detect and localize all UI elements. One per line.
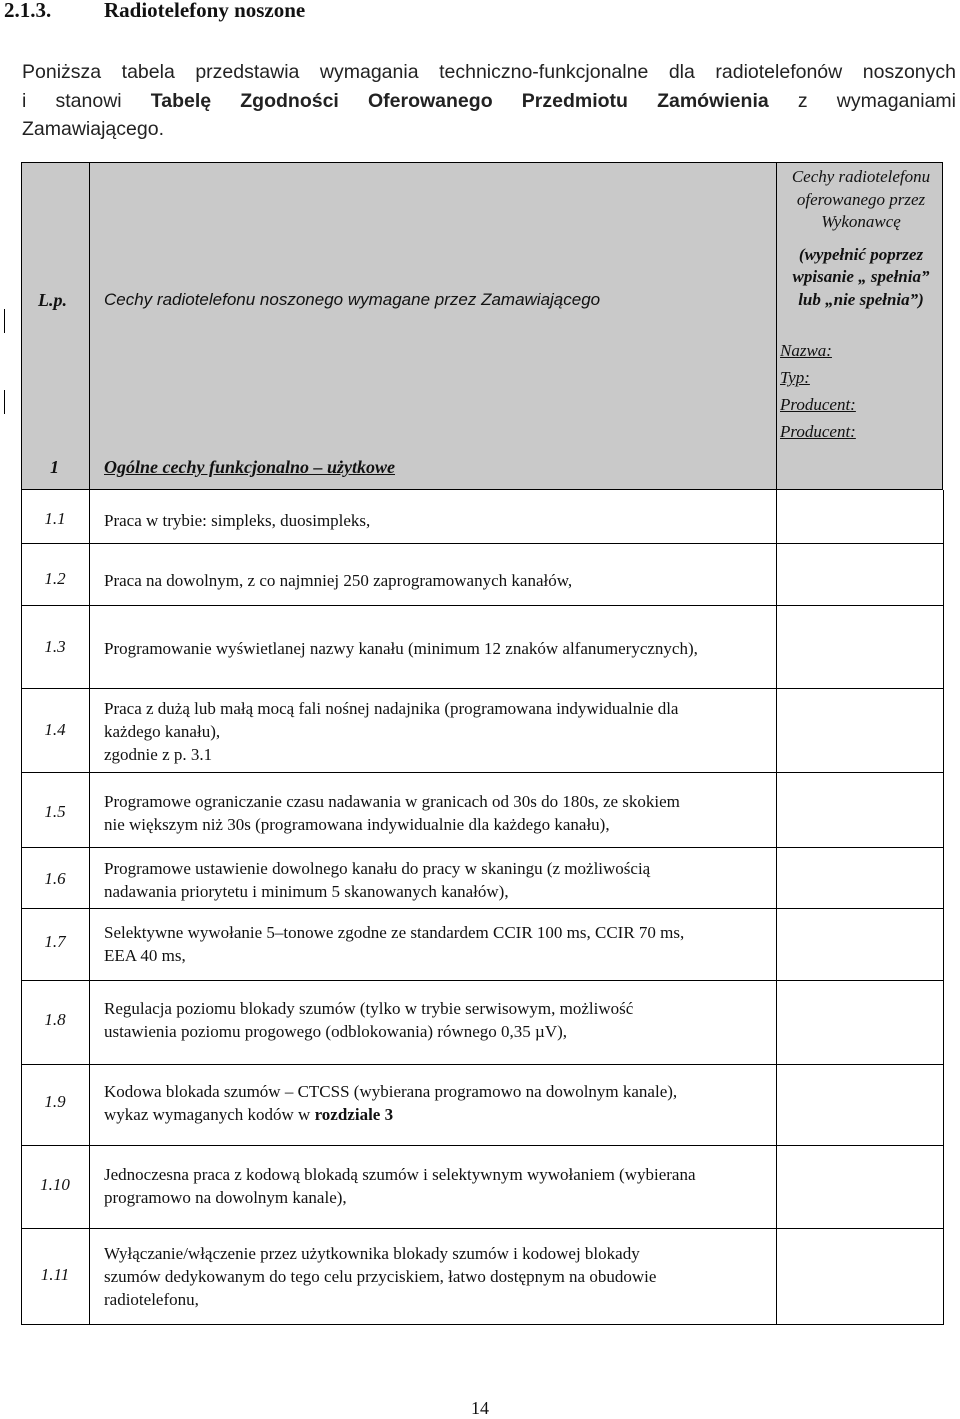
row-text xyxy=(104,857,776,903)
row-text-line: Praca w trybie: simpleks, duosimpleks, xyxy=(104,511,371,530)
row-text xyxy=(104,921,776,967)
row-number: 1.8 xyxy=(44,1010,66,1029)
field-producer-label: Producent: xyxy=(780,395,856,414)
row-divider xyxy=(21,1145,944,1146)
row-text-line: Programowe ograniczanie czasu nadawania w granicach od 30s do 180s, ze skokiem xyxy=(104,792,680,811)
row-text-bold-reference: rozdziale 3 xyxy=(314,1105,394,1124)
row-divider xyxy=(21,543,944,544)
row-text xyxy=(104,697,776,766)
row-text-line: każdego kanału), xyxy=(104,722,221,741)
row-text-line: Wyłączanie/włączenie przez użytkownika blokady szumów i kodowej blokady xyxy=(104,1244,640,1263)
row-text-line: EEA 40 ms, xyxy=(104,946,186,965)
row-number: 1.4 xyxy=(44,720,66,739)
row-number: 1.11 xyxy=(40,1265,70,1284)
row-divider xyxy=(21,908,944,909)
intro-line-1: Poniższa tabela przedstawia wymagania techniczno-funkcjonalne dla radiotelefonów noszonych xyxy=(22,61,956,83)
row-number: 1.3 xyxy=(44,637,66,656)
section-heading xyxy=(4,0,305,23)
row-number: 1.5 xyxy=(44,802,66,821)
column-divider xyxy=(89,162,90,1324)
row-text-line: radiotelefonu, xyxy=(104,1290,199,1309)
row-number: 1.2 xyxy=(44,569,66,588)
row-divider xyxy=(21,688,944,689)
header-offer-instruction-line: lub „nie spełnia”) xyxy=(798,289,924,309)
section-row-title: Ogólne cechy funkcjonalno – użytkowe xyxy=(104,457,395,477)
row-text xyxy=(104,1242,776,1311)
row-text-line: ustawienia poziomu progowego (odblokowania) równego 0,35 µV), xyxy=(104,1022,568,1041)
row-number: 1.7 xyxy=(44,932,66,951)
row-number: 1.1 xyxy=(44,509,66,528)
header-offer-title-line: oferowanego przez xyxy=(796,189,926,209)
table-border-bottom xyxy=(21,1324,944,1325)
page-number: 14 xyxy=(471,1398,489,1418)
table-border-left xyxy=(21,490,22,1324)
row-text-line: Praca z dużą lub małą mocą fali nośnej nadajnika (programowana indywidualnie dla xyxy=(104,699,679,718)
row-text xyxy=(104,1080,776,1126)
row-divider xyxy=(21,1228,944,1229)
header-offer xyxy=(778,166,944,311)
intro-line-2-pre: i stanowi xyxy=(22,89,122,112)
row-divider xyxy=(21,1064,944,1065)
row-text-line: Programowe ustawienie dowolnego kanału do pracy w skaningu (z możliwością xyxy=(104,859,651,878)
row-divider xyxy=(21,847,944,848)
field-name-label: Nazwa: xyxy=(780,341,832,360)
row-text-segment: wykaz wymaganych kodów w xyxy=(104,1105,311,1124)
row-divider xyxy=(21,605,944,606)
header-offer-title-line: Cechy radiotelefonu xyxy=(791,167,931,186)
section-title: Radiotelefony noszone xyxy=(104,0,306,22)
row-number: 1.6 xyxy=(44,869,66,888)
row-text-line: Kodowa blokada szumów – CTCSS (wybierana programowo na dowolnym kanale), xyxy=(104,1082,678,1101)
intro-paragraph xyxy=(22,58,956,144)
intro-line-2-post: z wymaganiami xyxy=(797,89,956,112)
intro-line-2-bold: Tabelę Zgodności Oferowanego Przedmiotu Zamówienia xyxy=(150,89,769,112)
field-type-label: Typ: xyxy=(780,368,810,387)
intro-line-2 xyxy=(22,87,956,116)
row-number: 1.9 xyxy=(44,1092,66,1111)
offer-fields xyxy=(780,337,856,445)
row-number: 1.10 xyxy=(40,1175,70,1194)
row-text xyxy=(104,1163,776,1209)
row-text xyxy=(104,790,776,836)
row-text xyxy=(104,509,776,532)
row-text-line: Praca na dowolnym, z co najmniej 250 zaprogramowanych kanałów, xyxy=(104,571,573,590)
row-divider xyxy=(21,772,944,773)
header-lp: L.p. xyxy=(38,290,67,310)
intro-line-3: Zamawiającego. xyxy=(22,118,164,140)
row-text xyxy=(104,569,776,592)
row-text-line: programowo na dowolnym kanale), xyxy=(104,1188,347,1207)
row-divider xyxy=(21,980,944,981)
row-text-line: zgodnie z p. 3.1 xyxy=(104,745,213,764)
header-offer-instruction-line: wpisanie „ spełnia” xyxy=(792,267,930,286)
row-text-line: nadawania priorytetu i minimum 5 skanowanych kanałów), xyxy=(104,882,509,901)
row-text xyxy=(104,997,776,1043)
margin-mark xyxy=(4,390,5,414)
field-producer-label: Producent: xyxy=(780,422,856,441)
column-divider xyxy=(776,162,777,1324)
row-text-line: Programowanie wyświetlanej nazwy kanału (minimum 12 znaków alfanumerycznych), xyxy=(104,639,698,658)
header-offer-instruction-line: (wypełnić poprzez xyxy=(798,244,924,264)
row-text xyxy=(104,637,776,660)
row-text-line: nie większym niż 30s (programowana indywidualnie dla każdego kanału), xyxy=(104,815,610,834)
section-number: 2.1.3. xyxy=(4,0,52,22)
row-text-line xyxy=(104,1103,776,1126)
table-border-right xyxy=(943,490,944,1324)
header-description: Cechy radiotelefonu noszonego wymagane przez Zamawiającego xyxy=(104,290,601,309)
row-text-line: Selektywne wywołanie 5–tonowe zgodne ze standardem CCIR 100 ms, CCIR 70 ms, xyxy=(104,923,685,942)
row-text-line: Jednoczesna praca z kodową blokadą szumów i selektywnym wywołaniem (wybierana xyxy=(104,1165,696,1184)
row-text-line: szumów dedykowanym do tego celu przyciskiem, łatwo dostępnym na obudowie xyxy=(104,1267,657,1286)
header-offer-title-line: Wykonawcę xyxy=(821,212,901,231)
margin-mark xyxy=(4,309,5,333)
row-text-line: Regulacja poziomu blokady szumów (tylko w trybie serwisowym, możliwość xyxy=(104,999,634,1018)
section-row-number: 1 xyxy=(50,457,59,477)
